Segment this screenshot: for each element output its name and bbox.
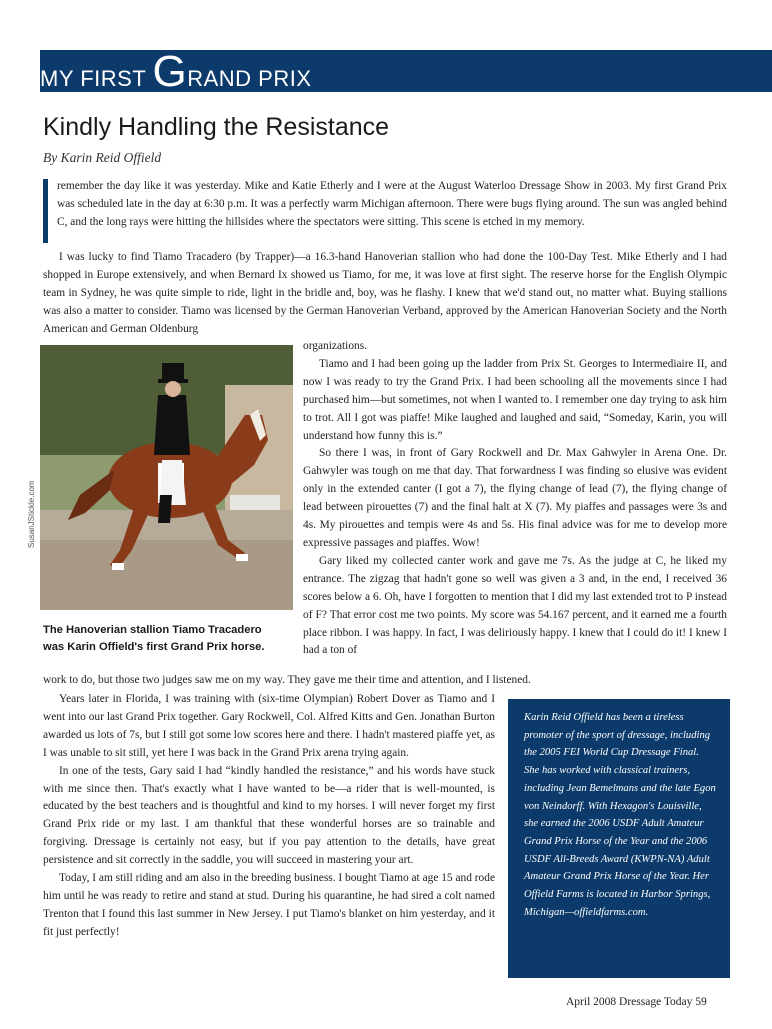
drop-cap-i [43, 179, 48, 243]
paragraph-tiamo [43, 249, 727, 339]
intro-text: remember the day like it was yesterday. Mike and Katie Etherly and I were at the August Waterloo Dressage Show in 2003. My first Grand Prix was scheduled late in the day at 6:30 p.m. It was a perfectly warm Michigan afternoon. There were bugs flying around. The sun was angled behind C, and the long rays were hitting the hillsides where the spectators were sitting. This scene is etched in my memory. [57, 180, 727, 228]
left-column [43, 691, 495, 942]
article-title: Kindly Handling the Resistance [43, 113, 390, 141]
paragraph-lead: organizations. [303, 340, 368, 352]
photo-credit: SusanJStickle.com [27, 480, 36, 548]
paragraph-ladder: Tiamo and I had been going up the ladder from Prix St. Georges to Intermediaire II, and now I was ready to try the Grand Prix. I had been schooling all the movements since I had purchased him—but sometimes, not when I wanted to. I remember one day trying to ask him to trot. All I got was piaffe! Mike laughed and laughed and said, “Someday, Karin, you will understand how funny this is.” [303, 357, 727, 442]
section-banner [40, 47, 772, 96]
paragraph-kindly: In one of the tests, Gary said I had “kindly handled the resistance,” and his words have stuck with me since then. That's exactly what I have wanted to be—a rider that is well-mounted, is educated by the best teachers and is thoughtful and kind to my horses. I will never forget my first Grand Prix ride or my last. I am thankful that these wonderful horses are so trainable and forgiving. Dressage is certainly not easy, but if you pay attention to the details, have great persistence and sit correctly in the saddle, you will succeed in mastering your art. [43, 764, 495, 867]
full-width-line [43, 672, 727, 690]
paragraph-florida: Years later in Florida, I was training with (six-time Olympian) Robert Dover as Tiamo and I went into our last Grand Prix together. Gary Rockwell, Col. Alfred Kitts and Gen. Jonathan Burton awarded us lots of 7s, but I still got some low scores here and there. I hadn't mastered piaffe yet, as I was unable to sit still, yet here I was back in the Grand Prix arena trying again. [43, 693, 495, 759]
article-byline: By Karin Reid Offield [43, 150, 162, 165]
paragraph-arena-one: So there I was, in front of Gary Rockwell and Dr. Max Gahwyler in Arena One. Dr. Gahwyler was tough on me that day. That forwardness I was finding so elusive was evident only in the extended canter (I got a 7), the flying change of lead (7), the flying change of lead between pirouettes (7) and the final halt at X (7). My piaffes and passages were 3s and 4s. My pirouettes and tempis were 4s and 5s. His final advice was for me to develop more expressive passages and piaffes. Wow! [303, 447, 727, 549]
photo-caption-line-2: was Karin Offield's first Grand Prix horse. [43, 641, 265, 653]
horse-photo-illustration [40, 345, 293, 610]
page-footer: April 2008 Dressage Today 59 [566, 996, 707, 1008]
section-title-rest: RAND PRIX [187, 66, 312, 91]
section-title-big-letter: G [152, 47, 188, 96]
horse-photo [40, 345, 293, 610]
photo-caption-line-1: The Hanoverian stallion Tiamo Tracadero [43, 624, 262, 636]
author-bio-text: Karin Reid Offield has been a tireless promoter of the sport of dressage, including the 2005 FEI World Cup Dressage Final. She has worked with classical trainers, including Jean Bemelmans and the late Egon von Neindorff. With Hexagon's Louisville, she earned the 2006 USDF Adult Amateur Grand Prix Horse of the Year and the 2006 USDF All-Breeds Award (KWPN-NA) Adult Amateur Grand Prix Horse of the Year. Her Offield Farms is located in Harbor Springs, Michigan—offieldfarms.com. [524, 712, 716, 918]
intro-paragraph [57, 178, 727, 232]
paragraph-text: I was lucky to find Tiamo Tracadero (by Trapper)—a 16.3-hand Hanoverian stallion who had done the 100-Day Test. Mike Etherly and I had shopped in Europe extensively, and when Bernard Ix showed us Tiamo, for me, it was love at first sight. The reserve horse for the English Olympic team in Sydney, he was quite simple to ride, light in the bridle and, boy, was he flashy. I knew that we'd stand out, no matter what. Buying stallions was also a matter to consider. Tiamo was licensed by the German Hanoverian Verband, approved by the American Hanoverian Society and the North American and German Oldenburg [43, 251, 727, 335]
paragraph-gary: Gary liked my collected canter work and gave me 7s. As the judge at C, he liked my entrance. The zigzag that hadn't gone so well was given a 3 and, in the end, I received 36 scores below a 6. Oh, have I forgotten to mention that I did my last extended trot to P instead of F? That error cost me two points. My score was 54.167 percent, and it earned me a fourth place ribbon. I was happy. In fact, I was deliriously happy. I knew that I could do it! I knew I had a ton of [303, 554, 727, 657]
author-bio-box [508, 699, 730, 978]
section-title [40, 47, 312, 96]
photo-caption [43, 622, 298, 656]
paragraph-continuation: work to do, but those two judges saw me on my way. They gave me their time and attention, and I listened. [43, 674, 531, 686]
paragraph-today: Today, I am still riding and am also in the breeding business. I bought Tiamo at age 15 and rode him until he was ready to retire and stand at stud. During his quarantine, he had sired a colt named Trenton that I found this last summer in New Jersey. I put Tiamo's blanket on him yesterday, and it fit just perfectly! [43, 872, 495, 938]
right-column [303, 338, 727, 660]
section-title-first: MY FIRST [40, 66, 153, 91]
